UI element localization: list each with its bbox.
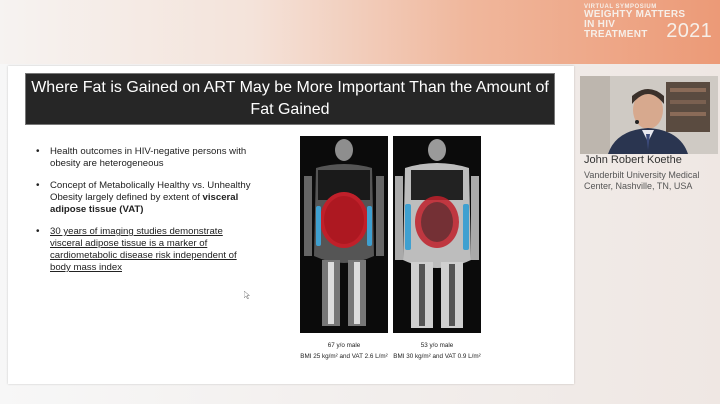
bullet-bold-text: visceral adipose tissue (VAT) <box>50 192 239 215</box>
header-banner <box>0 0 720 64</box>
bullet-text: Concept of Metabolically Healthy vs. Unhealthy Obesity largely defined by extent of <box>50 180 251 203</box>
symposium-year: 2021 <box>666 20 712 42</box>
presentation-slide <box>8 66 574 384</box>
bullet-item <box>36 226 256 274</box>
bullet-text: Health outcomes in HIV-negative persons with obesity are heterogeneous <box>50 146 247 169</box>
mouse-cursor-icon <box>244 291 250 299</box>
bullet-text: 30 years of imaging studies demonstrate visceral adipose tissue is a marker of cardiometabolic disease risk independent of body mass index <box>50 226 237 273</box>
slide-title-box <box>25 73 555 125</box>
caption-age: 53 y/o male <box>420 342 454 349</box>
mri-image-left <box>300 136 388 333</box>
caption-bmi: BMI 25 kg/m² and VAT 2.6 L/m² <box>300 353 388 360</box>
bullet-item <box>36 146 256 170</box>
symposium-label: VIRTUAL SYMPOSIUM <box>584 4 657 10</box>
mri-caption-right <box>378 340 496 362</box>
bullet-list <box>36 146 256 284</box>
mri-image-right <box>393 136 481 333</box>
symposium-title-line1: WEIGHTY MATTERS <box>584 9 686 20</box>
bullet-item <box>36 180 256 216</box>
speaker-video <box>580 76 718 154</box>
slide-title: Where Fat is Gained on ART May be More Important Than the Amount of Fat Gained <box>31 79 549 118</box>
speaker-name: John Robert Koethe <box>584 154 682 166</box>
speaker-affiliation: Vanderbilt University Medical Center, Nashville, TN, USA <box>584 170 700 191</box>
caption-age: 67 y/o male <box>327 342 361 349</box>
symposium-title-line2: IN HIV TREATMENT <box>584 19 648 40</box>
symposium-logo <box>584 4 712 40</box>
caption-bmi: BMI 30 kg/m² and VAT 0.9 L/m² <box>393 353 481 360</box>
